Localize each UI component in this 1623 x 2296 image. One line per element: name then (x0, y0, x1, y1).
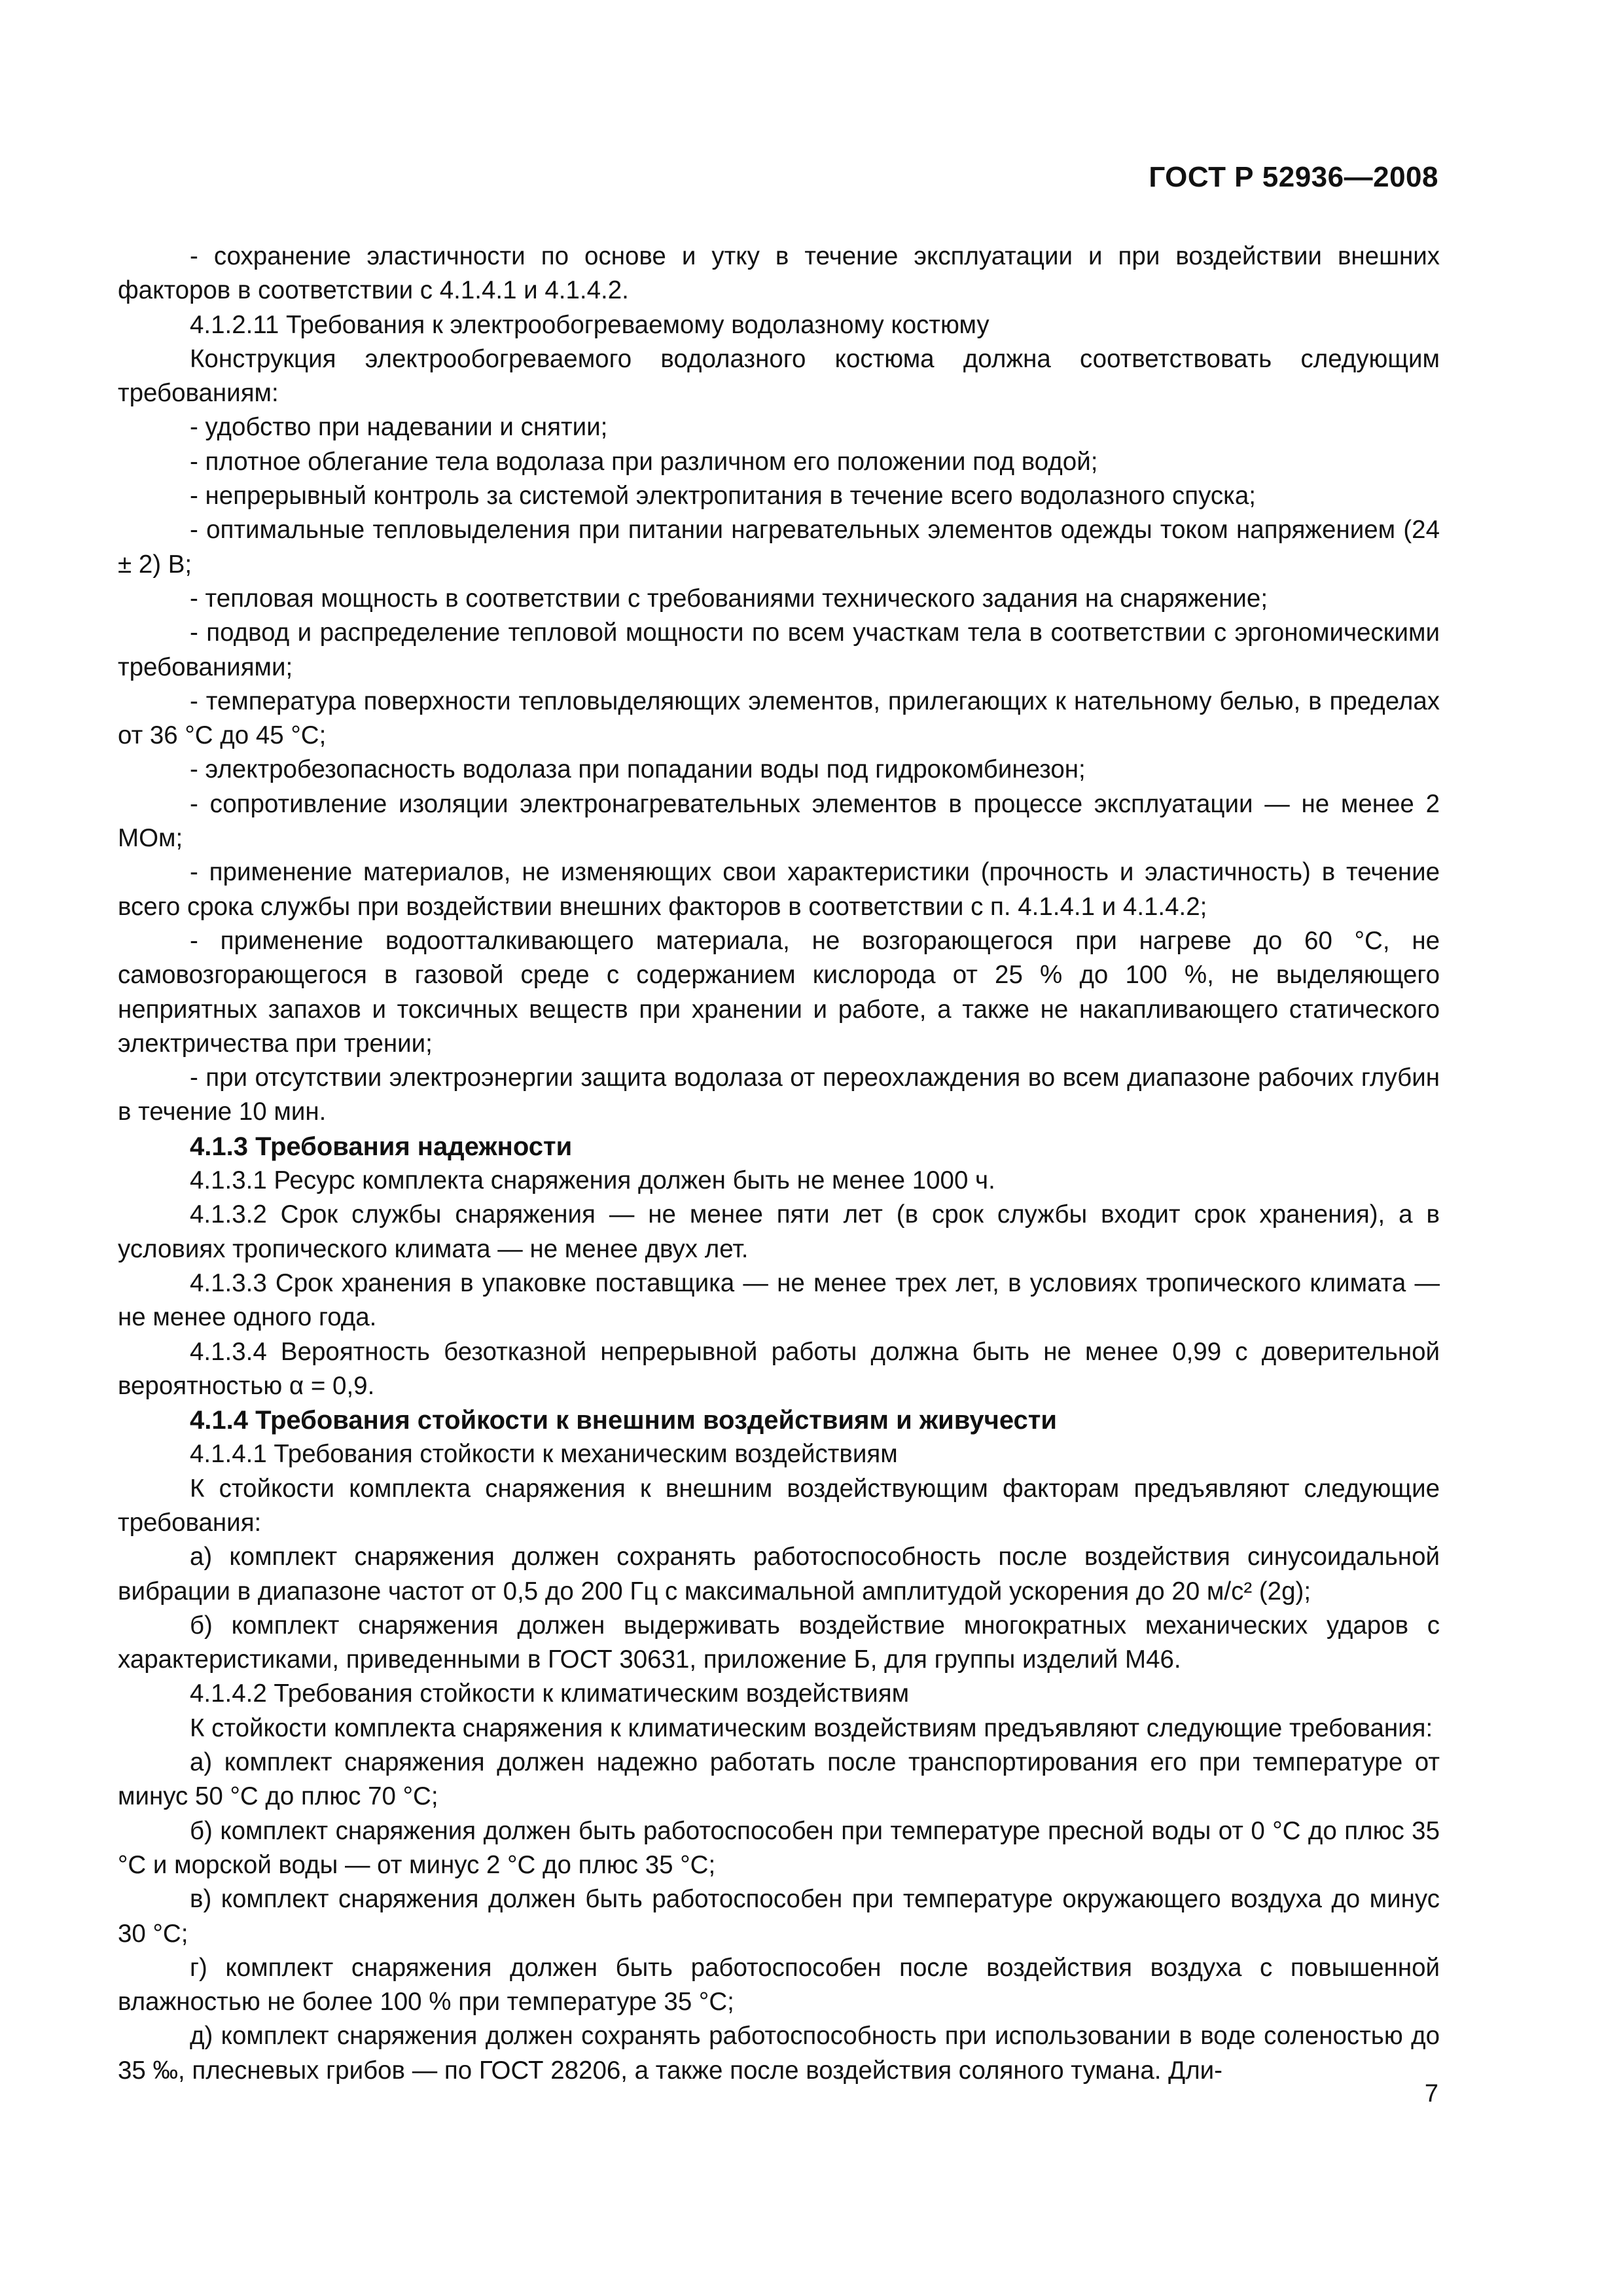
document-body (118, 240, 1440, 2088)
list-item: - сопротивление изоляции электронагревательных элементов в процессе эксплуатации — не менее 2 МОм; (118, 789, 1440, 853)
list-item: в) комплект снаряжения должен быть работоспособен при температуре окружающего воздуха до минус 30 °С; (118, 1885, 1440, 1948)
paragraph: 4.1.3.3 Срок хранения в упаковке поставщика — не менее трех лет, в условиях тропического климата — не менее одного года. (118, 1268, 1440, 1332)
document-header: ГОСТ Р 52936—2008 (1149, 161, 1438, 193)
paragraph: 4.1.3.1 Ресурс комплекта снаряжения должен быть не менее 1000 ч. (190, 1166, 995, 1195)
paragraph: 4.1.4.1 Требования стойкости к механическим воздействиям (190, 1440, 898, 1469)
list-item: - электробезопасность водолаза при попадании воды под гидрокомбинезон; (190, 755, 1086, 784)
section-heading: 4.1.3 Требования надежности (190, 1132, 573, 1161)
paragraph: 4.1.3.4 Вероятность безотказной непрерывной работы должна быть не менее 0,99 с доверительной вероятностью α = 0,9. (118, 1337, 1440, 1400)
list-item: а) комплект снаряжения должен сохранять работоспособность после воздействия синусоидальной вибрации в диапазоне частот от 0,5 до 200 Гц с максимальной амплитудой ускорения до 20 м/с² (2g); (118, 1543, 1440, 1605)
paragraph: 4.1.4.2 Требования стойкости к климатическим воздействиям (190, 1679, 910, 1708)
list-item: а) комплект снаряжения должен надежно работать после транспортирования его при температуре от минус 50 °С до плюс 70 °С; (118, 1748, 1440, 1811)
list-item: - оптимальные тепловыделения при питании нагревательных элементов одежды током напряжением (24 ± 2) В; (118, 516, 1440, 579)
section-heading: 4.1.4 Требования стойкости к внешним воздействиям и живучести (190, 1406, 1057, 1435)
list-item: б) комплект снаряжения должен быть работоспособен при температуре пресной воды от 0 °С до плюс 35 °С и морской воды — от минус 2 °С до плюс 35 °С; (118, 1816, 1440, 1879)
paragraph: К стойкости комплекта снаряжения к климатическим воздействиям предъявляют следующие требования: (190, 1713, 1433, 1742)
paragraph: 4.1.2.11 Требования к электрообогреваемому водолазному костюму (190, 310, 990, 339)
list-item: - применение водоотталкивающего материала, не возгорающегося при нагреве до 60 °С, не самовозгорающегося в газовой среде с содержанием кислорода от 25 % до 100 %, не выделяющего неприятных запахов и токсичных веществ при хранении и работе, а также не накапливающего статического электричества при трении; (118, 926, 1440, 1058)
paragraph: К стойкости комплекта снаряжения к внешним воздействующим факторам предъявляют следующие требования: (118, 1474, 1440, 1537)
paragraph: Конструкция электрообогреваемого водолазного костюма должна соответствовать следующим требованиям: (118, 344, 1440, 408)
list-item: б) комплект снаряжения должен выдерживать воздействие многократных механических ударов с характеристиками, приведенными в ГОСТ 30631, приложение Б, для группы изделий М46. (118, 1611, 1440, 1674)
list-item: - удобство при надевании и снятии; (190, 413, 608, 442)
list-item: - подвод и распределение тепловой мощности по всем участкам тела в соответствии с эргономическими требованиями; (118, 619, 1440, 681)
paragraph: 4.1.3.2 Срок службы снаряжения — не менее пяти лет (в срок службы входит срок хранения), а в условиях тропического климата — не менее двух лет. (118, 1200, 1440, 1263)
list-item: г) комплект снаряжения должен быть работоспособен после воздействия воздуха с повышенной влажностью не более 100 % при температуре 35 °С; (118, 1953, 1440, 2017)
list-item: - температура поверхности тепловыделяющих элементов, прилегающих к нательному белью, в пределах от 36 °С до 45 °С; (118, 687, 1440, 750)
paragraph: - сохранение эластичности по основе и утку в течение эксплуатации и при воздействии внешних факторов в соответствии с 4.1.4.1 и 4.1.4.2. (118, 242, 1440, 305)
list-item: - применение материалов, не изменяющих свои характеристики (прочность и эластичность) в течение всего срока службы при воздействии внешних факторов в соответствии с п. 4.1.4.1 и 4.1.4.2; (118, 858, 1440, 921)
list-item: - непрерывный контроль за системой электропитания в течение всего водолазного спуска; (190, 482, 1256, 511)
list-item: д) комплект снаряжения должен сохранять работоспособность при использовании в воде соленостью до 35 ‰, плесневых грибов — по ГОСТ 28206, а также после воздействия соляного тумана. Дли- (118, 2022, 1440, 2085)
list-item: - тепловая мощность в соответствии с требованиями технического задания на снаряжение; (190, 584, 1268, 613)
list-item: - плотное облегание тела водолаза при различном его положении под водой; (190, 447, 1098, 476)
page-number: 7 (1424, 2080, 1438, 2108)
list-item: - при отсутствии электроэнергии защита водолаза от переохлаждения во всем диапазоне рабочих глубин в течение 10 мин. (118, 1064, 1440, 1126)
